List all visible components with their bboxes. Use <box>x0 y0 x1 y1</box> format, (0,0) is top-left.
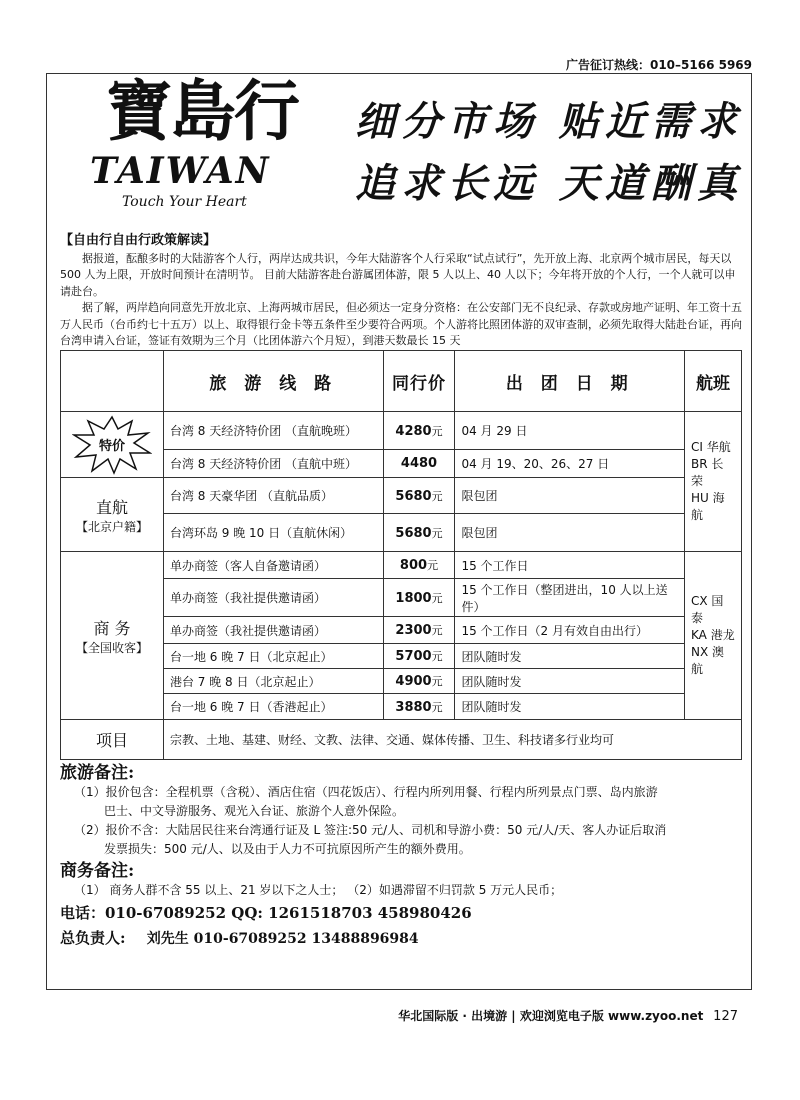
airlines-business: CX 国泰 KA 港龙 NX 澳航 <box>685 552 742 720</box>
policy-section <box>60 233 742 350</box>
page-footer <box>398 1007 738 1024</box>
travel-notes-heading: 旅游备注: <box>60 763 135 783</box>
date-cell: 15 个工作日（2 月有效自由出行） <box>455 617 685 644</box>
date-cell: 15 个工作日（整团进出，10 人以上送件） <box>455 579 685 617</box>
date-cell: 限包团 <box>455 478 685 514</box>
price-cell: 2300元 <box>383 617 455 644</box>
header-route: 旅 游 线 路 <box>163 351 383 412</box>
price-cell: 800元 <box>383 552 455 579</box>
tejia-label: 特价 <box>98 438 125 454</box>
manager-line: 总负责人: 刘先生 010-67089252 13488896984 <box>60 929 419 947</box>
price-cell: 4900元 <box>383 669 455 694</box>
route-cell: 单办商签（我社提供邀请函） <box>163 579 383 617</box>
route-cell: 台湾环岛 9 晚 10 日（直航休闲） <box>163 514 383 552</box>
price-cell: 5680元 <box>383 478 455 514</box>
business-notes-heading: 商务备注: <box>60 861 135 881</box>
header-flight: 航班 <box>685 351 742 412</box>
route-cell: 单办商签（我社提供邀请函） <box>163 617 383 644</box>
category-shangwu: 商 务 【全国收客】 <box>61 552 164 720</box>
route-cell: 台一地 6 晚 7 日（香港起止） <box>163 694 383 720</box>
notes-section <box>60 764 742 949</box>
table-header-row <box>61 351 742 412</box>
route-cell: 台湾 8 天豪华团 （直航品质） <box>163 478 383 514</box>
table-row <box>61 694 742 720</box>
header-price: 同行价 <box>383 351 455 412</box>
logo-tagline: Touch Your Heart <box>122 194 247 210</box>
route-cell: 单办商签（客人自备邀请函） <box>163 552 383 579</box>
category-tejia <box>61 412 164 478</box>
slogan-line-2: 追求长远 天道酬真 <box>355 160 743 207</box>
price-cell: 3880元 <box>383 694 455 720</box>
header-date: 出 团 日 期 <box>455 351 685 412</box>
policy-paragraph-2: 据了解，两岸趋向同意先开放北京、上海两城市居民，但必须达一定身分资格：在公安部门无不良纪录、存款或房地产证明、年工资十五万人民币（台币约七十五万）以上、取得银行金卡等五条件至少要符合两项。个人游将比照团体游的双审查制，必须先取得大陆赴台证，再向台湾申请入台证，签证有效期为三个月（比团体游六个月短），到港天数最长 15 天 <box>60 301 742 347</box>
logo-latin-text: TAIWAN <box>90 150 271 192</box>
route-cell: 台一地 6 晚 7 日（北京起止） <box>163 644 383 669</box>
date-cell: 04 月 19、20、26、27 日 <box>455 450 685 478</box>
logo <box>46 72 346 218</box>
table-row <box>61 617 742 644</box>
table-row <box>61 579 742 617</box>
price-cell: 5680元 <box>383 514 455 552</box>
header-blank <box>61 351 164 412</box>
route-cell: 台湾 8 天经济特价团 （直航中班） <box>163 450 383 478</box>
date-cell: 15 个工作日 <box>455 552 685 579</box>
logo-main-text: 寶島行 <box>106 72 298 150</box>
project-row <box>61 720 742 760</box>
table-row <box>61 644 742 669</box>
slogan-line-1: 细分市场 贴近需求 <box>355 98 743 145</box>
price-cell: 4480 <box>383 450 455 478</box>
route-cell: 台湾 8 天经济特价团 （直航晚班） <box>163 412 383 450</box>
date-cell: 限包团 <box>455 514 685 552</box>
date-cell: 团队随时发 <box>455 644 685 669</box>
business-note: （1） 商务人群不含 55 以上、21 岁以下之人士； （2）如遇滞留不归罚款 5 万元人民币； <box>74 883 563 897</box>
table-row <box>61 412 742 450</box>
table-row <box>61 669 742 694</box>
policy-title: 【自由行自由行政策解读】 <box>60 233 217 248</box>
date-cell: 04 月 29 日 <box>455 412 685 450</box>
category-zhihang: 直航 【北京户籍】 <box>61 478 164 552</box>
project-value: 宗教、土地、基建、财经、文教、法律、交通、媒体传播、卫生、科技诸多行业均可 <box>163 720 741 760</box>
page-number: 127 <box>713 1009 738 1024</box>
starburst-icon <box>72 415 152 475</box>
price-cell: 5700元 <box>383 644 455 669</box>
price-cell: 4280元 <box>383 412 455 450</box>
policy-paragraph-1: 据报道，酝酿多时的大陆游客个人行，两岸达成共识，今年大陆游客个人行采取“试点试行”，先开放上海、北京两个城市居民，每天以 500 人为上限，开放时间预计在清明节。 目前大陆游客赴台游属团体游，限 5 人以上、40 人以下；今年将开放的个人行，一个人就可以申请赴台。 <box>60 251 736 298</box>
table-row <box>61 552 742 579</box>
table-row <box>61 478 742 514</box>
tour-table <box>60 350 742 760</box>
contact-phone: 电话：010-67089252 QQ: 1261518703 458980426 <box>60 904 472 922</box>
ad-hotline: 广告征订热线：010–5166 5969 <box>565 58 752 72</box>
price-includes: （1）报价包含：全程机票（含税）、酒店住宿（四花饭店）、行程内所列用餐、行程内所列景点门票、岛内旅游 巴士、中文导游服务、观光入台证、旅游个人意外保险。 <box>74 785 658 818</box>
footer-text: 华北国际版 · 出境游 | 欢迎浏览电子版 www.zyoo.net <box>398 1009 704 1023</box>
airlines-direct: CI 华航 BR 长荣 HU 海航 <box>685 412 742 552</box>
project-label: 项目 <box>61 720 164 760</box>
table-row <box>61 514 742 552</box>
price-cell: 1800元 <box>383 579 455 617</box>
price-excludes: （2）报价不含：大陆居民往来台湾通行证及 L 签注:50 元/人、司机和导游小费：50 元/人/天、客人办证后取消 发票损失：500 元/人、以及由于人力不可抗原因所产生的额外费用。 <box>74 823 667 856</box>
table-row <box>61 450 742 478</box>
date-cell: 团队随时发 <box>455 694 685 720</box>
date-cell: 团队随时发 <box>455 669 685 694</box>
route-cell: 港台 7 晚 8 日（北京起止） <box>163 669 383 694</box>
